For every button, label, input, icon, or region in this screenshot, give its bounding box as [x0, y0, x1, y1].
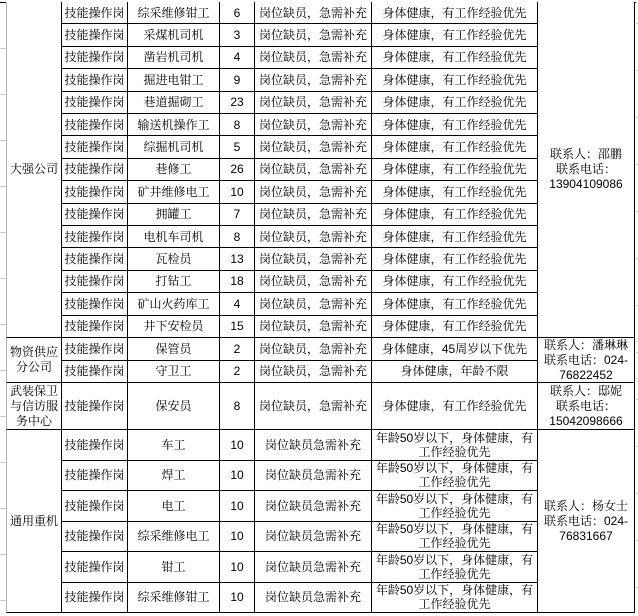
- cell-count: 10: [220, 461, 255, 492]
- cell-requirement: 年龄50岁以下，身体健康，有工作经验优先: [372, 491, 538, 522]
- cell-job: 保安员: [128, 383, 220, 430]
- cell-requirement: 年龄50岁以下，身体健康，有工作经验优先: [372, 522, 538, 553]
- cell-count: 8: [220, 383, 255, 430]
- contact-cell: [538, 430, 635, 613]
- gridline-tick: [0, 232, 6, 233]
- cell-reason: 岗位缺员，急需补充: [255, 361, 372, 384]
- cell-category: 技能操作岗: [62, 522, 128, 553]
- cell-count: 15: [220, 316, 255, 338]
- cell-count: 10: [220, 181, 255, 203]
- cell-category: 技能操作岗: [62, 226, 128, 248]
- cell-reason: 岗位缺员，急需补充: [255, 2, 372, 24]
- cell-reason: 岗位缺员，急需补充: [255, 92, 372, 114]
- cell-category: 技能操作岗: [62, 583, 128, 614]
- cell-category: 技能操作岗: [62, 47, 128, 69]
- cell-count: 7: [220, 204, 255, 226]
- cell-requirement: 身体健康，有工作经验优先: [372, 2, 538, 24]
- cell-job: 守卫工: [128, 361, 220, 384]
- cell-requirement: 身体健康，有工作经验优先: [372, 271, 538, 293]
- cell-reason: 岗位缺员，急需补充: [255, 181, 372, 203]
- cell-count: 10: [220, 583, 255, 614]
- cell-reason: 岗位缺员，急需补充: [255, 383, 372, 430]
- cell-category: 技能操作岗: [62, 461, 128, 492]
- cell-reason: 岗位缺员，急需补充: [255, 248, 372, 270]
- company-cell: 物资供应分公司: [6, 338, 62, 383]
- cell-requirement: 身体健康，有工作经验优先: [372, 383, 538, 430]
- contact-line: 联系人：杨女士: [543, 498, 628, 513]
- cell-job: 采煤机司机: [128, 24, 220, 46]
- cell-category: 技能操作岗: [62, 24, 128, 46]
- cell-reason: 岗位缺员，急需补充: [255, 316, 372, 338]
- cell-count: 18: [220, 271, 255, 293]
- contact-line: 联系人：邸妮: [549, 383, 622, 398]
- cell-job: 掘进电钳工: [128, 69, 220, 91]
- cell-count: 10: [220, 491, 255, 522]
- cell-reason: 岗位缺员急需补充: [255, 522, 372, 553]
- cell-reason: 岗位缺员，急需补充: [255, 159, 372, 181]
- cell-requirement: 身体健康，有工作经验优先: [372, 204, 538, 226]
- cell-job: 矿山火药库工: [128, 293, 220, 315]
- cell-count: 8: [220, 114, 255, 136]
- cell-requirement: 年龄50岁以下，身体健康，有工作经验优先: [372, 583, 538, 614]
- contact-line: 76831667: [559, 528, 613, 543]
- cell-count: 4: [220, 47, 255, 69]
- cell-count: 2: [220, 338, 255, 361]
- contact-line: 76822452: [559, 367, 613, 382]
- cell-category: 技能操作岗: [62, 69, 128, 91]
- cell-category: 技能操作岗: [62, 430, 128, 461]
- cell-category: 技能操作岗: [62, 114, 128, 136]
- gridline-tick: [0, 600, 6, 601]
- cell-requirement: 身体健康，有工作经验优先: [372, 114, 538, 136]
- cell-job: 钳工: [128, 552, 220, 583]
- cell-requirement: 身体健康，有工作经验优先: [372, 69, 538, 91]
- contact-line: 联系人：邵鹏: [549, 147, 622, 161]
- gridline-tick: [0, 94, 6, 95]
- cell-job: 综掘机司机: [128, 136, 220, 158]
- gridline-tick: [0, 370, 6, 371]
- cell-requirement: 身体健康，有工作经验优先: [372, 92, 538, 114]
- cell-category: 技能操作岗: [62, 293, 128, 315]
- cell-category: 技能操作岗: [62, 271, 128, 293]
- cell-requirement: 身体健康，有工作经验优先: [372, 47, 538, 69]
- cell-count: 10: [220, 522, 255, 553]
- contact-line: 联系人：潘琳琳: [543, 337, 628, 352]
- cell-reason: 岗位缺员，急需补充: [255, 226, 372, 248]
- cell-count: 13: [220, 248, 255, 270]
- cell-count: 5: [220, 136, 255, 158]
- cell-reason: 岗位缺员，急需补充: [255, 114, 372, 136]
- gridline-tick: [0, 186, 6, 187]
- cell-count: 3: [220, 24, 255, 46]
- cell-job: 巷修工: [128, 159, 220, 181]
- contact-cell: [538, 338, 635, 383]
- cell-job: 车工: [128, 430, 220, 461]
- cell-job: 综采维修钳工: [128, 583, 220, 614]
- cell-category: 技能操作岗: [62, 316, 128, 338]
- cell-reason: 岗位缺员，急需补充: [255, 338, 372, 361]
- gridline-tick: [0, 416, 6, 417]
- cell-job: 综采维修电工: [128, 522, 220, 553]
- cell-category: 技能操作岗: [62, 361, 128, 384]
- cell-job: 保管员: [128, 338, 220, 361]
- cell-reason: 岗位缺员，急需补充: [255, 24, 372, 46]
- gridline-tick: [0, 324, 6, 325]
- gridline-tick: [0, 508, 6, 509]
- cell-category: 技能操作岗: [62, 92, 128, 114]
- cell-job: 输送机操作工: [128, 114, 220, 136]
- cell-reason: 岗位缺员急需补充: [255, 583, 372, 614]
- cell-category: 技能操作岗: [62, 552, 128, 583]
- gridline-tick: [0, 462, 6, 463]
- cell-requirement: 身体健康，有工作经验优先: [372, 159, 538, 181]
- company-cell: 武装保卫与信访服务中心: [6, 383, 62, 430]
- cell-job: 井下安检员: [128, 316, 220, 338]
- cell-requirement: 年龄50岁以下，身体健康，有工作经验优先: [372, 461, 538, 492]
- cell-requirement: 身体健康，年龄不限: [372, 361, 538, 384]
- gridline-tick: [0, 278, 6, 279]
- gridline-tick: [0, 554, 6, 555]
- cell-requirement: 年龄50岁以下，身体健康，有工作经验优先: [372, 552, 538, 583]
- cell-job: 拥罐工: [128, 204, 220, 226]
- cell-category: 技能操作岗: [62, 181, 128, 203]
- cell-requirement: 身体健康，有工作经验优先: [372, 136, 538, 158]
- cell-reason: 岗位缺员，急需补充: [255, 204, 372, 226]
- gridline-tick: [0, 140, 6, 141]
- cell-count: 2: [220, 361, 255, 384]
- cell-category: 技能操作岗: [62, 248, 128, 270]
- cell-reason: 岗位缺员急需补充: [255, 461, 372, 492]
- cell-category: 技能操作岗: [62, 491, 128, 522]
- cell-reason: 岗位缺员，急需补充: [255, 136, 372, 158]
- cell-requirement: 身体健康，有工作经验优先: [372, 293, 538, 315]
- cell-reason: 岗位缺员，急需补充: [255, 69, 372, 91]
- cell-job: 矿井维修电工: [128, 181, 220, 203]
- cell-job: 电工: [128, 491, 220, 522]
- company-cell: 大强公司: [6, 2, 62, 338]
- gridline-tick: [0, 48, 6, 49]
- cell-requirement: 身体健康，有工作经验优先: [372, 181, 538, 203]
- cell-requirement: 年龄50岁以下，身体健康，有工作经验优先: [372, 430, 538, 461]
- cell-job: 电机车司机: [128, 226, 220, 248]
- cell-count: 9: [220, 69, 255, 91]
- cell-requirement: 身体健康，有工作经验优先: [372, 316, 538, 338]
- cell-requirement: 身体健康，有工作经验优先: [372, 226, 538, 248]
- cell-category: 技能操作岗: [62, 204, 128, 226]
- cell-requirement: 身体健康，有工作经验优先: [372, 24, 538, 46]
- contact-cell: [538, 2, 635, 338]
- contact-line: 联系电话：024-: [543, 352, 629, 367]
- cell-job: 打钻工: [128, 271, 220, 293]
- cell-reason: 岗位缺员，急需补充: [255, 271, 372, 293]
- cell-category: 技能操作岗: [62, 2, 128, 24]
- cell-count: 10: [220, 430, 255, 461]
- contact-line: 联系电话：024-: [543, 513, 629, 528]
- contact-line: 联系电话：: [555, 398, 616, 413]
- cell-count: 10: [220, 552, 255, 583]
- cell-category: 技能操作岗: [62, 159, 128, 181]
- contact-cell: [538, 383, 635, 430]
- cell-count: 4: [220, 293, 255, 315]
- cell-category: 技能操作岗: [62, 136, 128, 158]
- cell-category: 技能操作岗: [62, 338, 128, 361]
- cell-count: 8: [220, 226, 255, 248]
- cell-requirement: 身体健康，45周岁以下优先: [372, 338, 538, 361]
- cell-count: 23: [220, 92, 255, 114]
- cell-count: 6: [220, 2, 255, 24]
- company-cell: 通用重机: [6, 430, 62, 613]
- cell-job: 综采维修钳工: [128, 2, 220, 24]
- cell-job: 瓦检员: [128, 248, 220, 270]
- cell-job: 巷道掘砌工: [128, 92, 220, 114]
- cell-reason: 岗位缺员急需补充: [255, 430, 372, 461]
- cell-count: 26: [220, 159, 255, 181]
- cell-reason: 岗位缺员急需补充: [255, 552, 372, 583]
- cell-reason: 岗位缺员急需补充: [255, 491, 372, 522]
- contact-line: 15042098666: [549, 413, 623, 428]
- contact-line: 13904109086: [549, 177, 623, 191]
- cell-requirement: 身体健康，有工作经验优先: [372, 248, 538, 270]
- cell-job: 焊工: [128, 461, 220, 492]
- contact-line: 联系电话：: [555, 162, 616, 176]
- cell-category: 技能操作岗: [62, 383, 128, 430]
- cell-reason: 岗位缺员，急需补充: [255, 47, 372, 69]
- cell-reason: 岗位缺员，急需补充: [255, 293, 372, 315]
- cell-job: 凿岩机司机: [128, 47, 220, 69]
